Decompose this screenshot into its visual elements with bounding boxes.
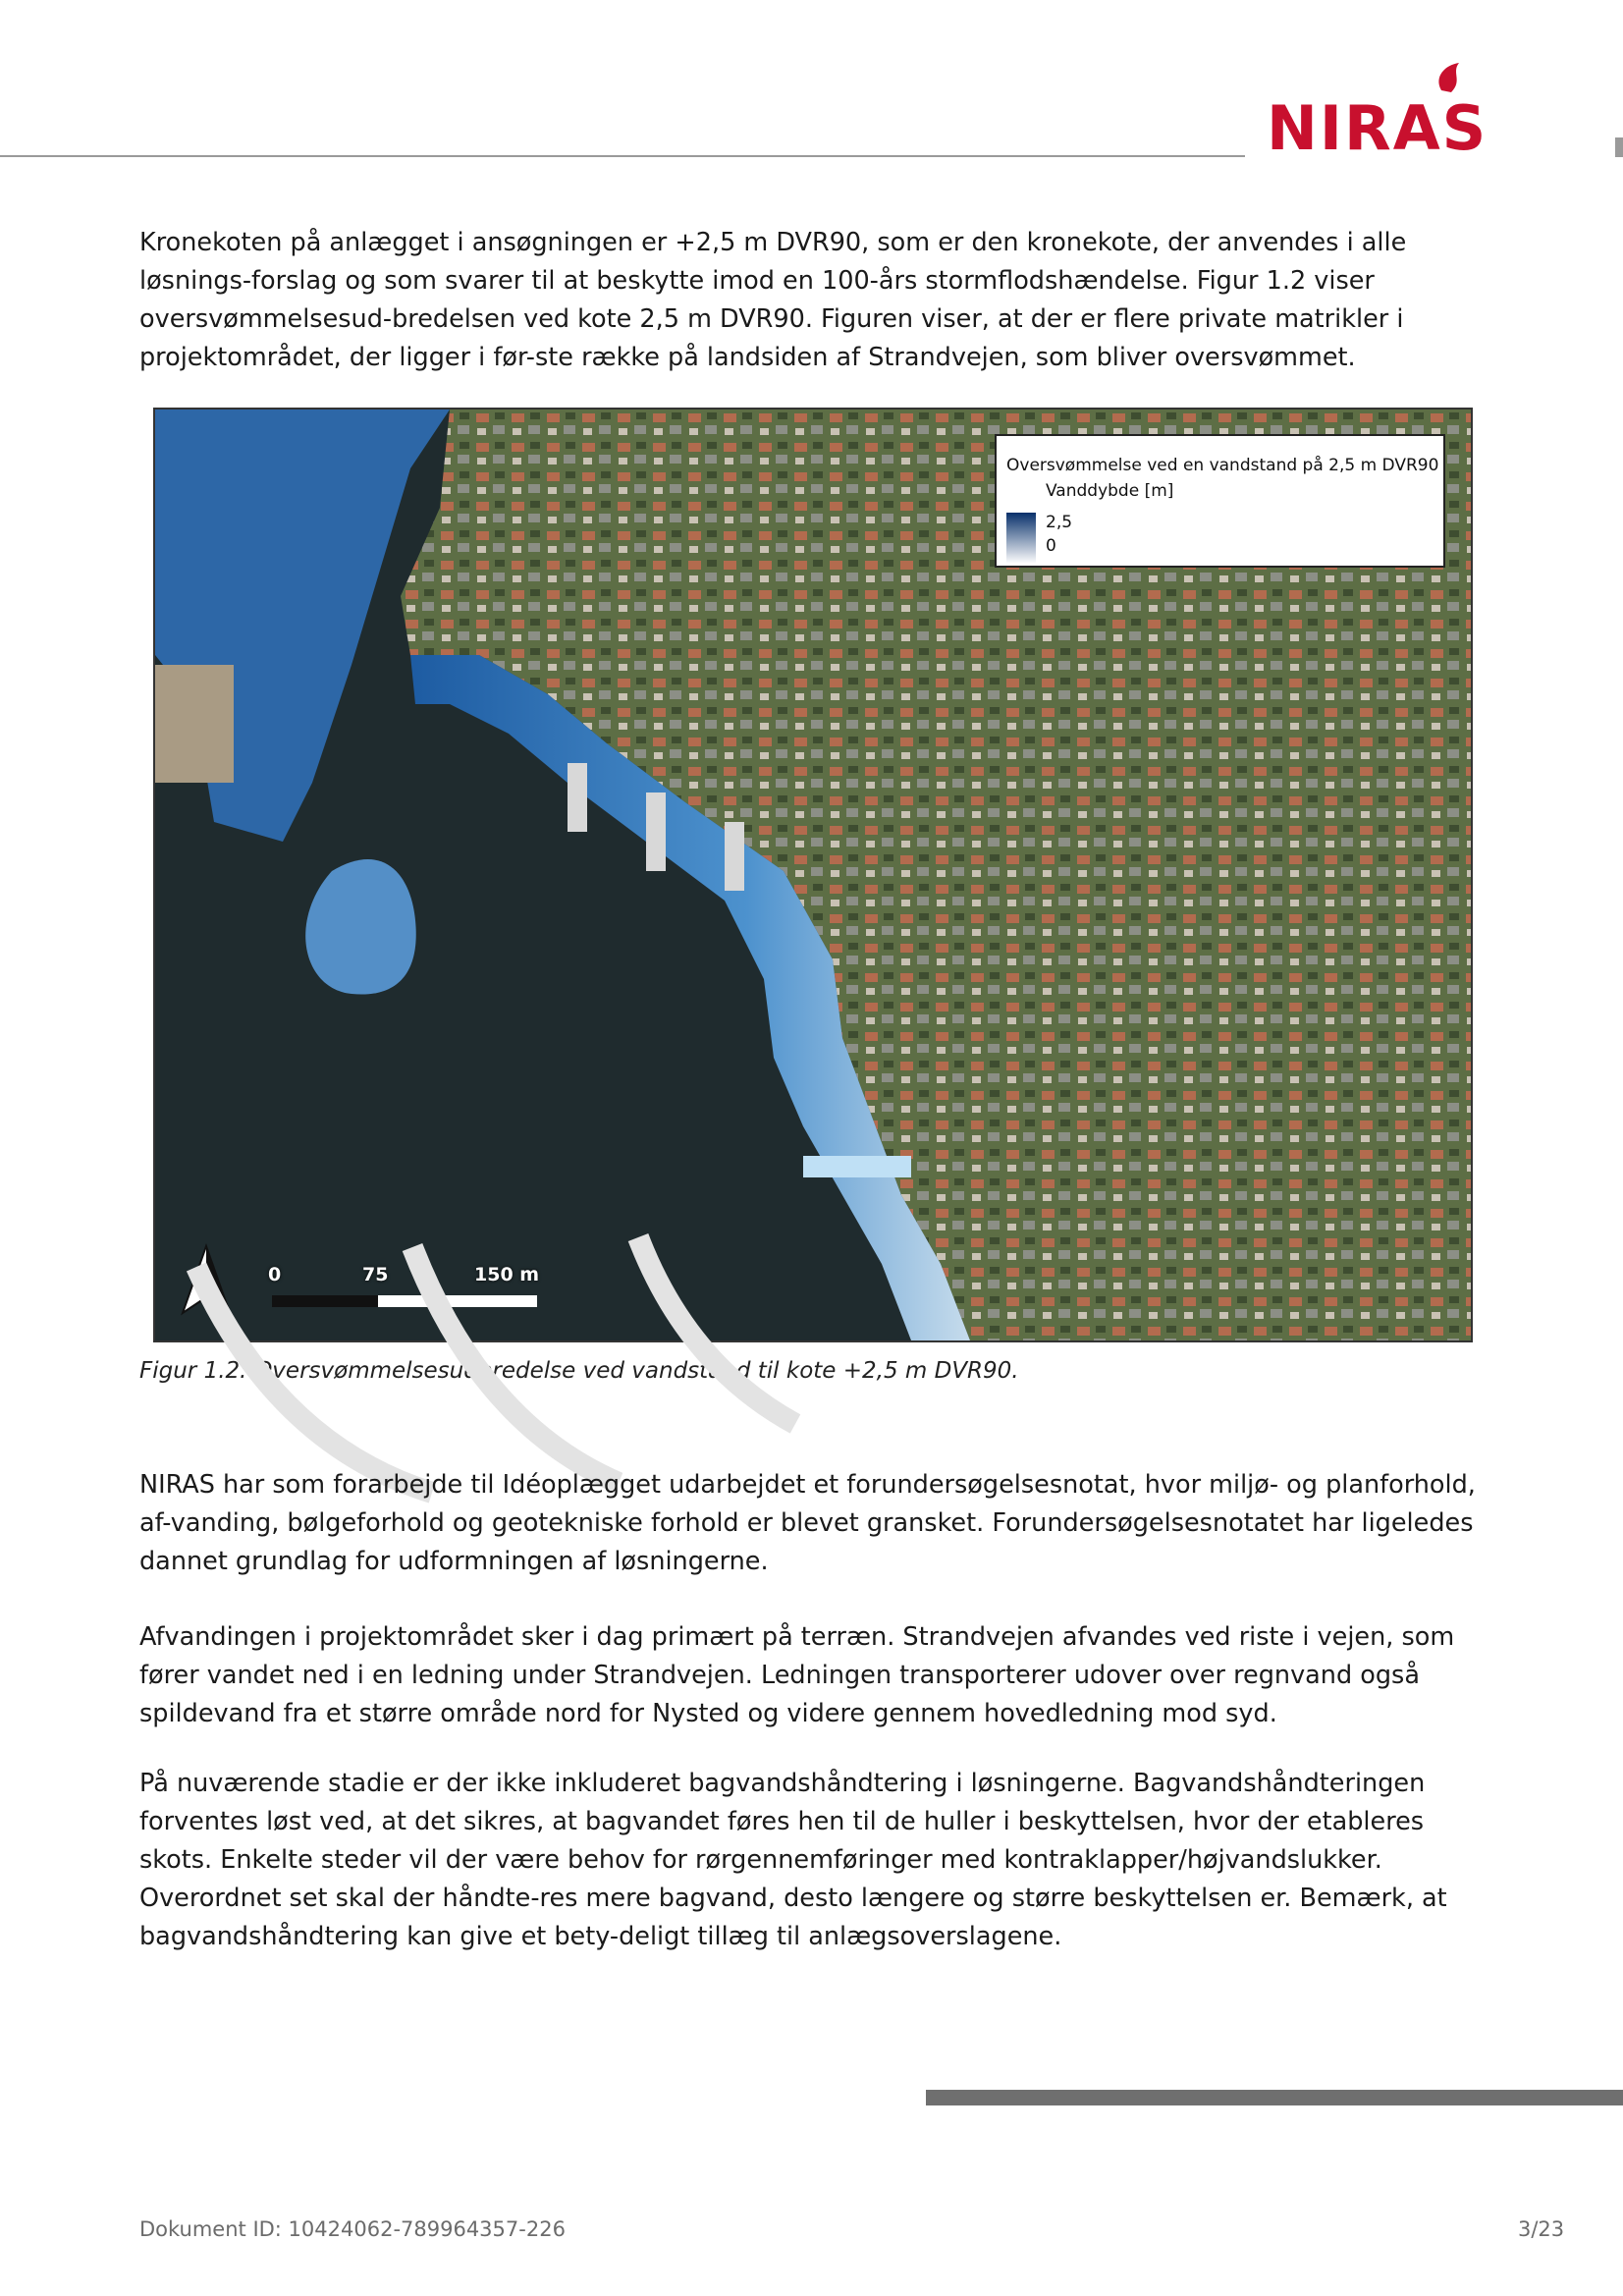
flood-map-figure [153,408,1473,1342]
page-number: 3/23 [1518,2217,1565,2241]
figure-caption: Figur 1.2: Oversvømmelsesudbredelse ved vandstand til kote +2,5 m DVR90. [139,1358,1019,1384]
legend-subtitle: Vanddybde [m] [1046,481,1174,501]
scale-bar [268,1264,543,1323]
paragraph-kronekote: Kronekoten på anlægget i ansøgningen er +2,5 m DVR90, som er den kronekote, der anvendes i alle løsnings-forslag og som svarer til at beskytte imod en 100-års stormflodshændelse. Figur 1.2 viser oversvømmelsesud-bredelsen ved kote 2,5 m DVR90. Figuren viser, at der er flere private matrikler i projektområdet, der ligger i før-ste række på landsiden af Strandvejen, som bliver oversvømmet. [139,228,1407,372]
harbor-jetty [803,1156,911,1177]
scale-bar-segment [272,1295,378,1307]
paragraph-afvanding: Afvandingen i projektområdet sker i dag primært på terræn. Strandvejen afvandes ved riste i vejen, som fører vandet ned i en ledning under Strandvejen. Ledningen transporterer udover over regnvand også spildevand fra et større område nord for Nysted og videre gennem hovedledning mod syd. [139,1622,1455,1728]
legend-color-ramp [1006,513,1036,564]
header-rule [0,155,1245,157]
legend-max-value: 2,5 [1046,513,1073,532]
footer-bar [926,2090,1623,2105]
scale-label-0: 0 [268,1264,282,1285]
scale-label-75: 75 [362,1264,389,1285]
scale-label-150: 150 m [474,1264,540,1285]
niras-logo [1267,59,1546,167]
map-legend [995,434,1445,568]
legend-min-value: 0 [1046,536,1056,556]
document-id: Dokument ID: 10424062-789964357-226 [139,2217,566,2241]
legend-title: Oversvømmelse ved en vandstand på 2,5 m DVR90 [1006,456,1439,475]
paragraph-forundersoegelse: NIRAS har som forarbejde til Idéoplægget udarbejdet et forundersøgelsesnotat, hvor miljø- og planforhold, af-vanding, bølgeforhold og geotekniske forhold er blevet gransket. Forundersøgelsesnotatet har ligeledes dannet grundlag for udformningen af løsningerne. [139,1470,1476,1576]
north-arrow-icon [177,1242,236,1321]
header-rule-end [1615,137,1623,157]
paragraph-bagvand: På nuværende stadie er der ikke inkluderet bagvandshåndtering i løsningerne. Bagvandshåndteringen forventes løst ved, at det sikres, at bagvandet føres hen til de huller i beskyttelsen, hvor der etableres skots. Enkelte steder vil der være behov for rørgennemføringer med kontraklapper/højvandslukker. Overordnet set skal der håndte-res mere bagvand, desto længere og større beskyttelsen er. Bemærk, at bagvandshåndtering kan give et bety-deligt tillæg til anlægsoverslagene. [139,1769,1447,1951]
castle-building [155,665,234,783]
logo-text: NIRAS [1267,92,1488,164]
